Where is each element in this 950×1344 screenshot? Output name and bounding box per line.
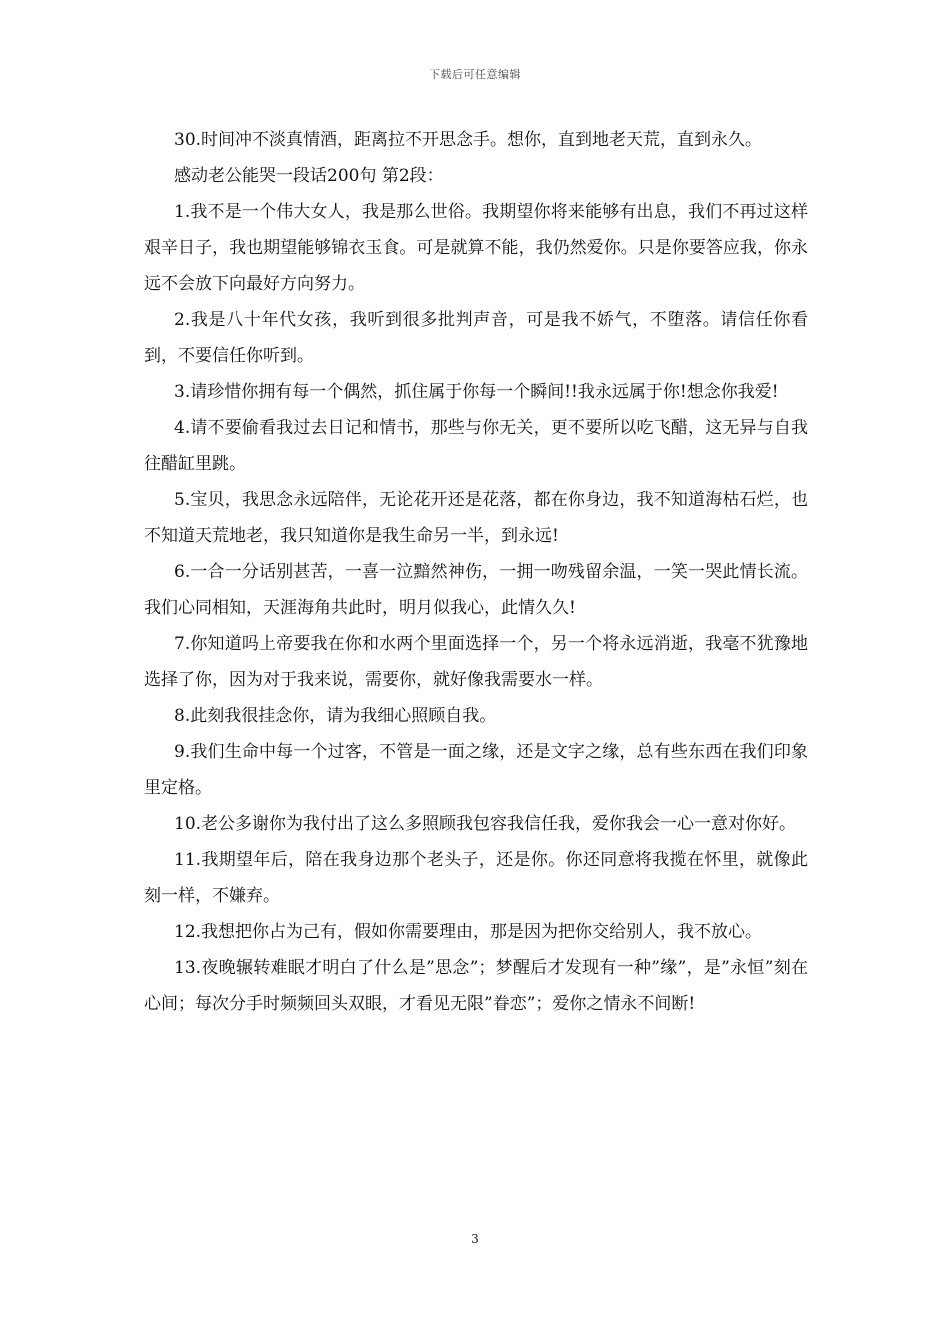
paragraph-6: 6.一合一分话别甚苦，一喜一泣黯然神伤，一拥一吻残留余温，一笑一哭此情长流。我们心同相知，天涯海角共此时，明月似我心，此情久久! — [144, 562, 808, 618]
paragraph-1: 1.我不是一个伟大女人，我是那么世俗。我期望你将来能够有出息，我们不再过这样艰辛日子，我也期望能够锦衣玉食。可是就算不能，我仍然爱你。只是你要答应我，你永远不会放下向最好方向努力。 — [144, 202, 808, 294]
paragraph-3: 3.请珍惜你拥有每一个偶然，抓住属于你每一个瞬间!!我永远属于你!想念你我爱! — [174, 382, 779, 402]
paragraph-5: 5.宝贝，我思念永远陪伴，无论花开还是花落，都在你身边，我不知道海枯石烂，也不知道天荒地老，我只知道你是我生命另一半，到永远! — [144, 490, 808, 546]
paragraph-7: 7.你知道吗上帝要我在你和水两个里面选择一个，另一个将永远消逝，我毫不犹豫地选择了你，因为对于我来说，需要你，就好像我需要水一样。 — [144, 634, 808, 690]
paragraph-8: 8.此刻我很挂念你，请为我细心照顾自我。 — [174, 706, 497, 726]
section-heading: 感动老公能哭一段话200句 第2段： — [174, 166, 444, 186]
paragraph-9: 9.我们生命中每一个过客，不管是一面之缘，还是文字之缘，总有些东西在我们印象里定格。 — [144, 742, 808, 798]
paragraph-4: 4.请不要偷看我过去日记和情书，那些与你无关，更不要所以吃飞醋，这无异与自我往醋缸里跳。 — [144, 418, 808, 474]
paragraph-13: 13.夜晚辗转难眠才明白了什么是”思念”；梦醒后才发现有一种”缘”，是”永恒”刻在心间；每次分手时频频回头双眼，才看见无限”眷恋”；爱你之情永不间断! — [144, 958, 808, 1014]
paragraph-2: 2.我是八十年代女孩，我听到很多批判声音，可是我不娇气，不堕落。请信任你看到，不要信任你听到。 — [144, 310, 808, 366]
page-number: 3 — [471, 1232, 479, 1246]
page-header: 下载后可任意编辑 — [429, 68, 521, 81]
paragraph-30: 30.时间冲不淡真情酒，距离拉不开思念手。想你，直到地老天荒，直到永久。 — [174, 130, 763, 150]
paragraph-10: 10.老公多谢你为我付出了这么多照顾我包容我信任我，爱你我会一心一意对你好。 — [174, 814, 797, 834]
document-body — [144, 122, 808, 1022]
paragraph-11: 11.我期望年后，陪在我身边那个老头子，还是你。你还同意将我揽在怀里，就像此刻一样，不嫌弃。 — [144, 850, 808, 906]
paragraph-12: 12.我想把你占为己有，假如你需要理由，那是因为把你交给别人，我不放心。 — [174, 922, 763, 942]
